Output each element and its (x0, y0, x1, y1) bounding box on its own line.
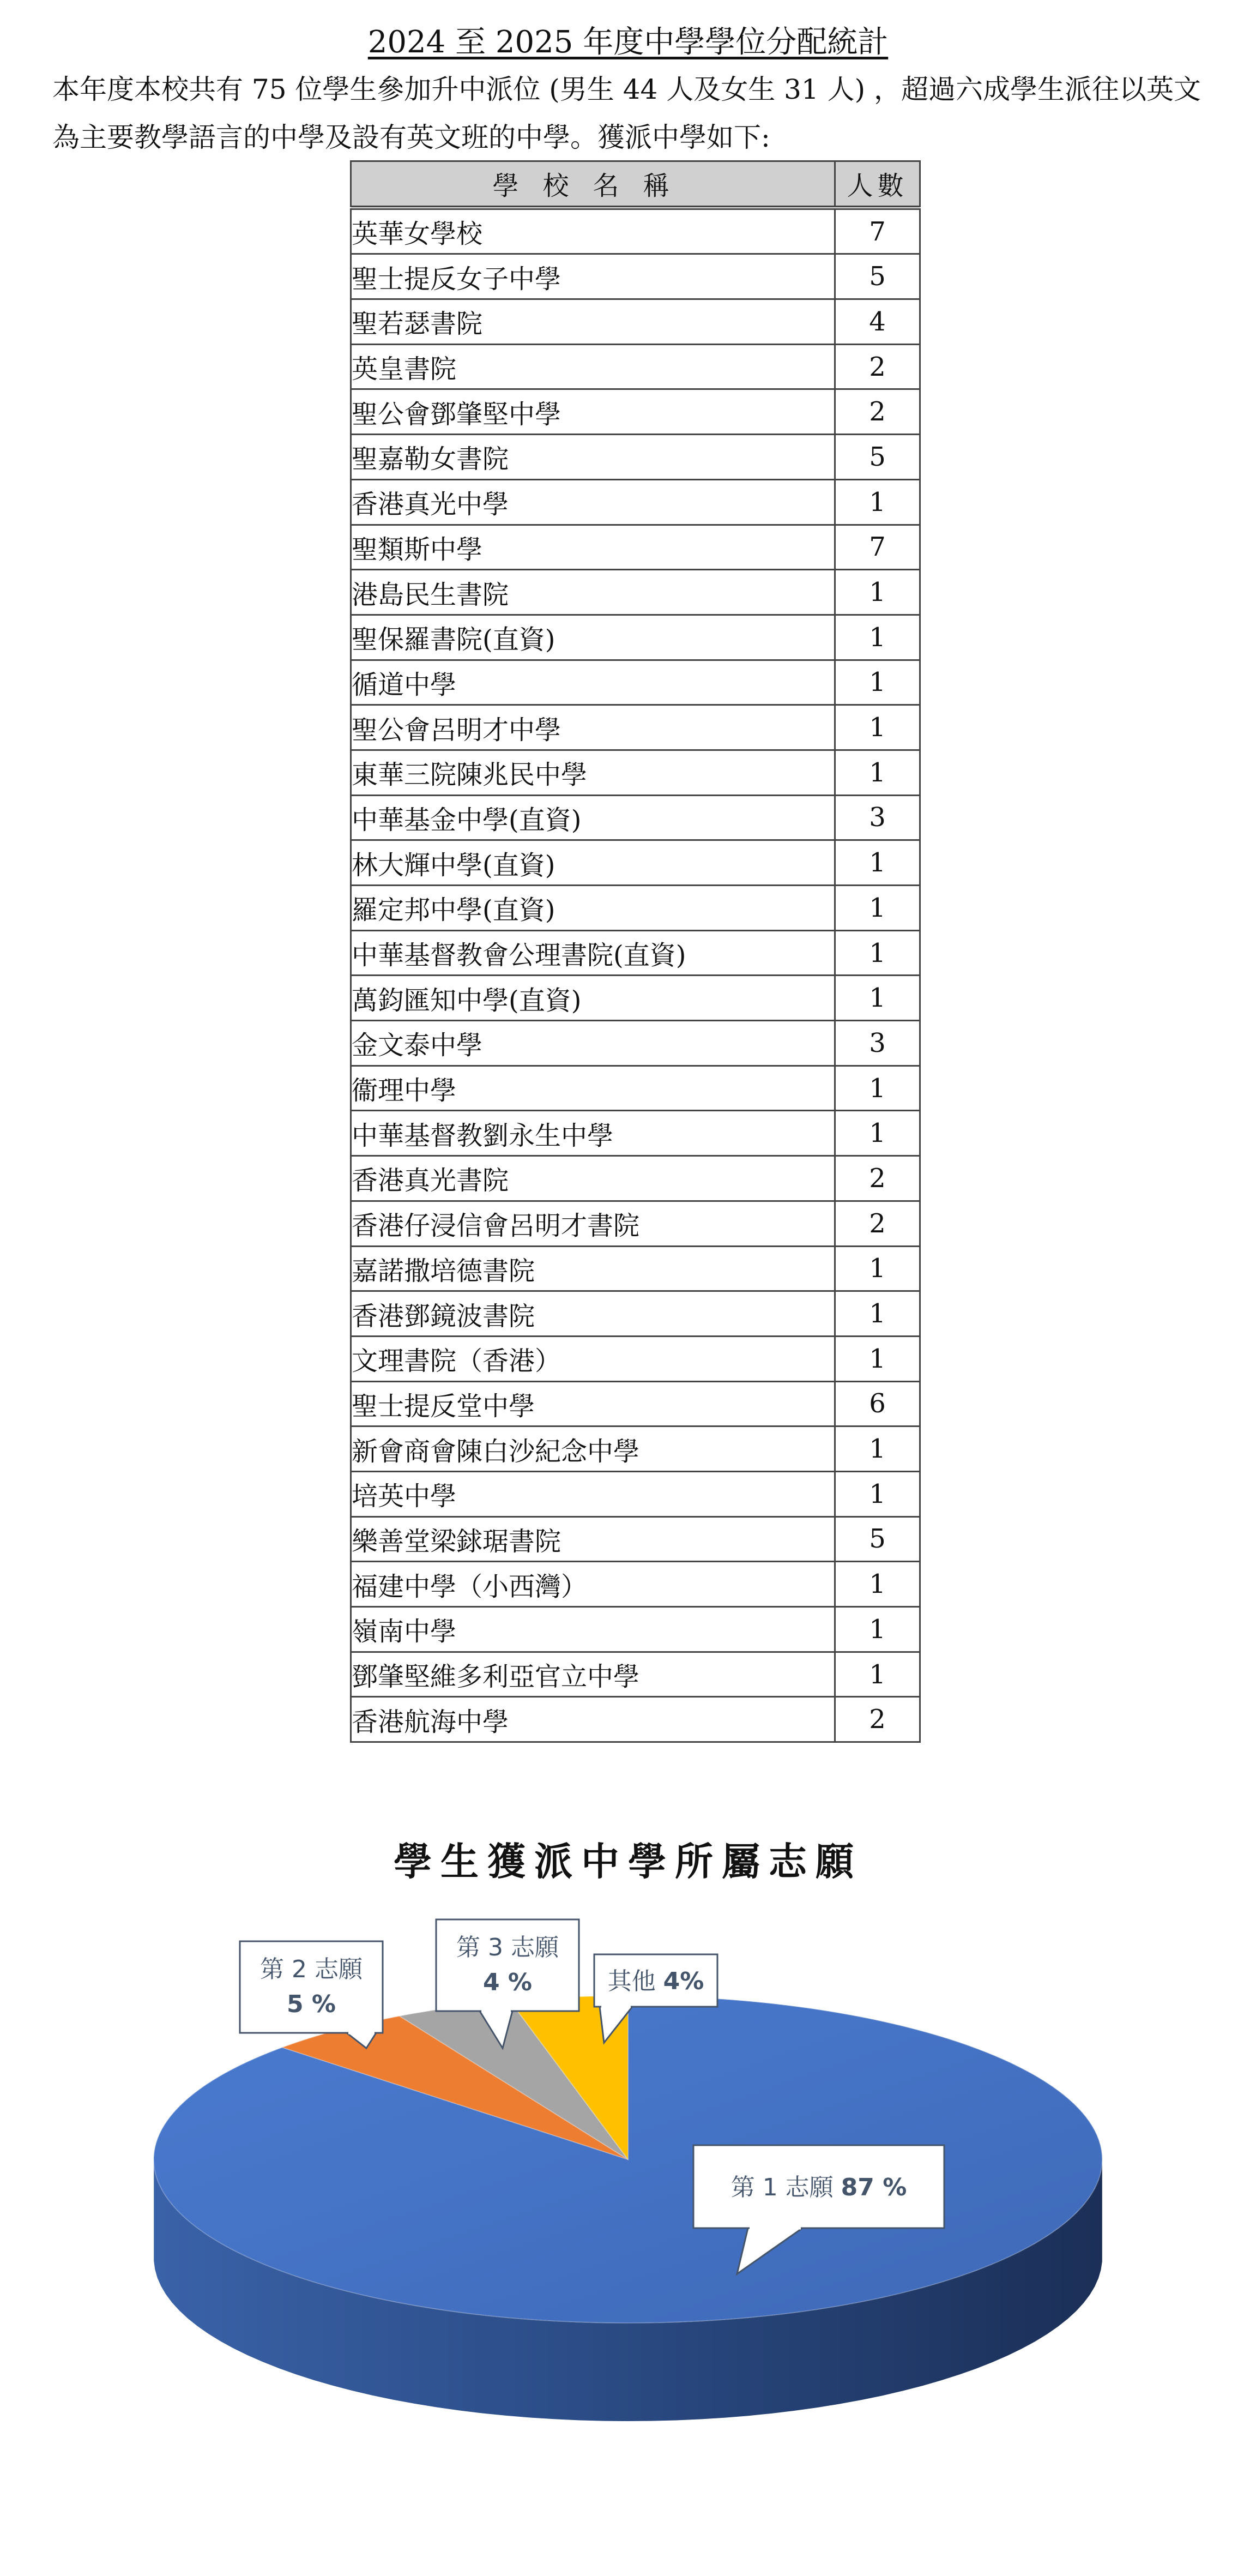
table-row (351, 344, 920, 389)
student-count-cell: 1 (835, 886, 920, 931)
table-row (351, 435, 920, 480)
table-row (351, 615, 920, 660)
student-count-cell: 1 (835, 1111, 920, 1156)
pie-top-surface (154, 1996, 1102, 2323)
table-row (351, 660, 920, 705)
table-row (351, 976, 920, 1021)
student-count-cell: 5 (835, 1516, 920, 1562)
intro-paragraph: 本年度本校共有 75 位學生參加升中派位 (男生 44 人及女生 31 人) ，超過六成學生派往以英文為主要教學語言的中學及設有英文班的中學。獲派中學如下: (52, 74, 1201, 153)
table-row (351, 1291, 920, 1337)
student-count-cell: 1 (835, 1336, 920, 1381)
pie-slice-label: 第 1 志願 87 % (730, 2174, 907, 2201)
school-name-cell: 嘉諾撒培德書院 (351, 1246, 835, 1291)
student-count-cell: 1 (835, 750, 920, 795)
table-row (351, 705, 920, 750)
chart-title: 學生獲派中學所屬志願 (394, 1839, 862, 1884)
pie-slice-value: 4 % (482, 1969, 533, 1996)
table-row (351, 1111, 920, 1156)
school-name-cell: 新會商會陳白沙紀念中學 (351, 1427, 835, 1472)
page-title: 2024 至 2025 年度中學學位分配統計 (367, 25, 889, 60)
school-name-cell: 香港仔浸信會呂明才書院 (351, 1201, 835, 1246)
student-count-cell: 5 (835, 254, 920, 299)
student-count-cell: 1 (835, 1427, 920, 1472)
student-count-cell: 1 (835, 976, 920, 1021)
school-name-cell: 香港鄧鏡波書院 (351, 1291, 835, 1337)
school-name-cell: 聖士提反堂中學 (351, 1381, 835, 1427)
school-name-cell: 聖保羅書院(直資) (351, 615, 835, 660)
school-name-cell: 循道中學 (351, 660, 835, 705)
school-name-cell: 樂善堂梁銶琚書院 (351, 1516, 835, 1562)
student-count-cell: 1 (835, 660, 920, 705)
table-row (351, 1156, 920, 1201)
student-count-cell: 6 (835, 1381, 920, 1427)
school-name-cell: 聖公會呂明才中學 (351, 705, 835, 750)
table-row (351, 299, 920, 345)
school-name-cell: 福建中學（小西灣） (351, 1562, 835, 1607)
school-name-cell: 香港航海中學 (351, 1697, 835, 1742)
student-count-cell: 3 (835, 795, 920, 840)
student-count-cell: 2 (835, 389, 920, 435)
school-name-cell: 聖公會鄧肇堅中學 (351, 389, 835, 435)
table-row (351, 1471, 920, 1516)
school-name-cell: 嶺南中學 (351, 1607, 835, 1652)
student-count-cell: 1 (835, 1291, 920, 1337)
school-name-cell: 聖若瑟書院 (351, 299, 835, 345)
school-name-cell: 香港真光中學 (351, 479, 835, 525)
table-row (351, 1336, 920, 1381)
student-count-cell: 4 (835, 299, 920, 345)
table-row (351, 1516, 920, 1562)
school-name-cell: 聖類斯中學 (351, 525, 835, 570)
student-count-cell: 2 (835, 1201, 920, 1246)
table-row (351, 1607, 920, 1652)
school-name-cell: 中華基金中學(直資) (351, 795, 835, 840)
header-student-count: 人數 (835, 161, 920, 208)
table-row (351, 930, 920, 976)
student-count-cell: 1 (835, 1066, 920, 1111)
school-allocation-table (350, 160, 921, 1743)
table-row (351, 1066, 920, 1111)
table-row (351, 1246, 920, 1291)
school-name-cell: 金文泰中學 (351, 1021, 835, 1066)
school-name-cell: 中華基督教劉永生中學 (351, 1111, 835, 1156)
table-row (351, 1697, 920, 1742)
student-count-cell: 1 (835, 1471, 920, 1516)
student-count-cell: 7 (835, 525, 920, 570)
table-body (351, 208, 920, 1742)
student-count-cell: 1 (835, 615, 920, 660)
student-count-cell: 2 (835, 1697, 920, 1742)
school-name-cell: 林大輝中學(直資) (351, 840, 835, 886)
school-name-cell: 羅定邦中學(直資) (351, 886, 835, 931)
table-row (351, 886, 920, 931)
table-row (351, 570, 920, 615)
table-row (351, 1021, 920, 1066)
table-header-row (351, 161, 920, 208)
header-school-name: 學校名稱 (351, 161, 835, 208)
student-count-cell: 5 (835, 435, 920, 480)
student-count-cell: 1 (835, 840, 920, 886)
school-name-cell: 中華基督教會公理書院(直資) (351, 930, 835, 976)
student-count-cell: 1 (835, 930, 920, 976)
table-row (351, 795, 920, 840)
school-name-cell: 港島民生書院 (351, 570, 835, 615)
school-name-cell: 衞理中學 (351, 1066, 835, 1111)
student-count-cell: 2 (835, 1156, 920, 1201)
student-count-cell: 7 (835, 208, 920, 254)
pie-slice-label: 第 2 志願 (260, 1955, 363, 1983)
student-count-cell: 3 (835, 1021, 920, 1066)
student-count-cell: 1 (835, 479, 920, 525)
student-count-cell: 1 (835, 1607, 920, 1652)
school-name-cell: 英華女學校 (351, 208, 835, 254)
table-row (351, 1562, 920, 1607)
student-count-cell: 1 (835, 1246, 920, 1291)
table-row (351, 389, 920, 435)
table-row (351, 254, 920, 299)
table-row (351, 840, 920, 886)
school-name-cell: 香港真光書院 (351, 1156, 835, 1201)
student-count-cell: 1 (835, 1562, 920, 1607)
school-name-cell: 培英中學 (351, 1471, 835, 1516)
pie-slice-label: 其他 4% (607, 1967, 704, 1995)
table-row (351, 1201, 920, 1246)
pie-slice-label: 第 3 志願 (456, 1934, 559, 1961)
student-count-cell: 1 (835, 570, 920, 615)
school-name-cell: 鄧肇堅維多利亞官立中學 (351, 1652, 835, 1697)
school-name-cell: 聖嘉勒女書院 (351, 435, 835, 480)
table-row (351, 1652, 920, 1697)
school-name-cell: 萬鈞匯知中學(直資) (351, 976, 835, 1021)
school-name-cell: 東華三院陳兆民中學 (351, 750, 835, 795)
table-row (351, 1381, 920, 1427)
choice-pie-chart (0, 1876, 1256, 2563)
table-row (351, 525, 920, 570)
student-count-cell: 1 (835, 705, 920, 750)
student-count-cell: 2 (835, 344, 920, 389)
table-row (351, 208, 920, 254)
table-row (351, 750, 920, 795)
pie-callout (240, 1941, 383, 2048)
table-row (351, 479, 920, 525)
pie-slice-value: 5 % (286, 1990, 336, 2018)
school-name-cell: 聖士提反女子中學 (351, 254, 835, 299)
student-count-cell: 1 (835, 1652, 920, 1697)
school-name-cell: 英皇書院 (351, 344, 835, 389)
school-name-cell: 文理書院（香港） (351, 1336, 835, 1381)
table-row (351, 1427, 920, 1472)
